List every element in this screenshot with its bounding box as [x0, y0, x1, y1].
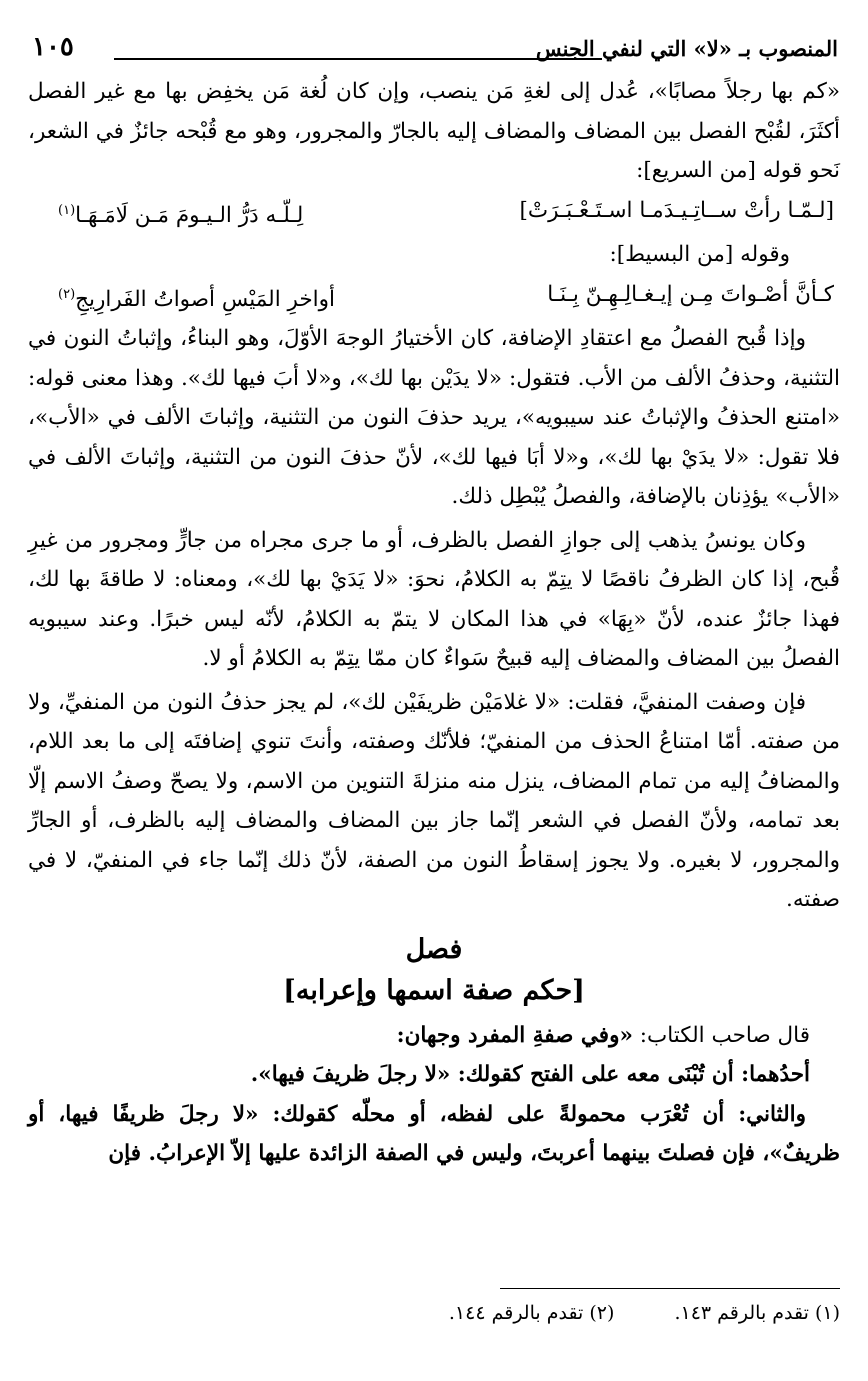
quote-lead: قال صاحب الكتاب: — [632, 1022, 810, 1048]
first-case-text: : أن تُبْنَى معه على الفتح كقولك: «لا رجلَ ظريفَ فيها». — [250, 1062, 750, 1088]
verse-2-intro: وقوله [من البسيط]: — [609, 242, 790, 268]
footnote-ref-1: (١) — [58, 202, 76, 218]
second-case-label: والثاني — [746, 1101, 806, 1127]
section-title: فصل — [405, 933, 463, 965]
paragraph-1: «كم بها رجلاً مصابًا»، عُدل إلى لغةِ مَن ينصب، وإن كان لُغة مَن يخفِض بها مع غير الفصل أكثَرَ، لقُبْح الفصل بين المضاف والمضاف إليه بالجارّ والمجرور، وهو مع قُبْحه جائزٌ في الشعر، نَحو قوله [من السريع]: — [28, 79, 840, 183]
footnotes — [28, 1302, 840, 1324]
first-case-label: أحدُهما — [749, 1062, 810, 1088]
second-case-text: : أن تُعْرَب محمولةً على لفظه، أو محلّه كقولك: «لا رجلَ ظريفًا فيها، أو ظريفٌ»، فإن فصلتَ بينهما أعربتَ، وليس في الصفة الزائدة عليها إلاّ الإعرابُ. فإن — [28, 1101, 840, 1167]
page-body — [28, 72, 840, 1174]
quote-intro — [28, 1016, 840, 1056]
verse-2 — [28, 275, 840, 320]
section-subtitle: [حكم صفة اسمها وإعرابه] — [283, 974, 585, 1006]
verse-2-second-text: أواخرِ المَيْسِ أصواتُ الفَرارِيجِ — [75, 286, 336, 312]
footnote-ref-2: (٢) — [58, 286, 76, 302]
footnote-2: (٢) تقدم بالرقم ١٤٤. — [448, 1302, 615, 1324]
verse-1-second-text: لِـلّـه دَرُّ الـيـومَ مَـن لَامَـهَـا — [75, 202, 304, 228]
verse-1-first-hemistich: [لـمّـا رأتْ ســاتِـيـدَمـا اسـتَـعْـبَـرَتْ] — [519, 197, 834, 223]
paragraph-3: وكان يونسُ يذهب إلى جوازِ الفصل بالظرف، أو ما جرى مجراه من جارٍّ ومجرور من غيرِ قُبح، إذا كان الظرفُ ناقصًا لا يتِمّ به الكلامُ، نحوَ: «لا يَدَيْ بها لك»، ومعناه: لا طاقةَ بها لك، فهذا جائزٌ عنده، لأنّ «بِهَا» في هذا المكان لا يتمّ به الكلامُ، لأنّه ليس خبرًا. وعند سيبويه الفصلُ بين المضاف والمضاف إليه قبيحٌ سَواءٌ كان ممّا يتِمّ به الكلامُ أو لا. — [28, 527, 840, 672]
verse-1 — [28, 191, 840, 236]
verse-2-first-hemistich: كـأنَّ أصْـواتَ مِـن إيـغـالِـهِـنّ بِـنَـا — [547, 281, 834, 307]
footnote-rule — [500, 1288, 840, 1289]
header-rule — [114, 58, 602, 60]
verse-2-second-hemistich — [58, 275, 335, 320]
footnote-1: (١) تقدم بالرقم ١٤٣. — [674, 1302, 840, 1324]
running-header — [28, 22, 840, 72]
page-number: ١٠٥ — [32, 32, 74, 62]
first-case — [28, 1055, 840, 1095]
paragraph-4: فإن وصفت المنفيَّ، فقلت: «لا غلامَيْن ظريفَيْن لك»، لم يجز حذفُ النون من المنفيِّ، ولا من صفته. أمّا امتناعُ الحذف من المنفيّ؛ فلأنّك وصفته، وأنتَ تنوي إضافتَه إلى ما بعد اللام، والمضافُ إليه من تمام المضاف، ينزل منه منزلةَ التنوين من الاسم، ولا يصحّ وصفُ الاسم إلّا بعد تمامه، ولأنّ الفصل في الشعر إنّما جاز بين المضاف والمضاف إليه بالظرف، أو الجارِّ والمجرور، لا بغيره. ولا يجوز إسقاطُ النون من الصفة، لأنّ ذلك إنّما جاء في المنفيّ، لا في صفته. — [28, 689, 840, 913]
book-page — [28, 22, 840, 1352]
verse-1-second-hemistich — [58, 191, 303, 236]
second-case — [28, 1095, 840, 1174]
paragraph-2: وإذا قُبح الفصلُ مع اعتقادِ الإضافة، كان الأختيارُ الوجهَ الأوّلَ، وهو البناءُ، وإثباتُ النون في التثنية، وحذفُ الألف من الأب. فتقول: «لا يدَيْن بها لك»، و«لا أبَ فيها لك». وهذا معنى قوله: «امتنع الحذفُ والإثباتُ عند سيبويه»، يريد حذفَ النون من التثنية، وإثباتَ الألف في «الأب»، فلا تقول: «لا يدَيْ بها لك»، و«لا أبَا فيها لك»، لأنّ حذفَ النون من التثنية، وإثباتَ الألف في «الأب» يؤذِنان بالإضافة، والفصلُ يُبْطِل ذلك. — [28, 326, 840, 510]
header-title: المنصوب بـ «لا» التي لنفي الجنس — [535, 36, 838, 61]
quote-text: «وفي صفةِ المفرد وجهان: — [396, 1022, 633, 1048]
